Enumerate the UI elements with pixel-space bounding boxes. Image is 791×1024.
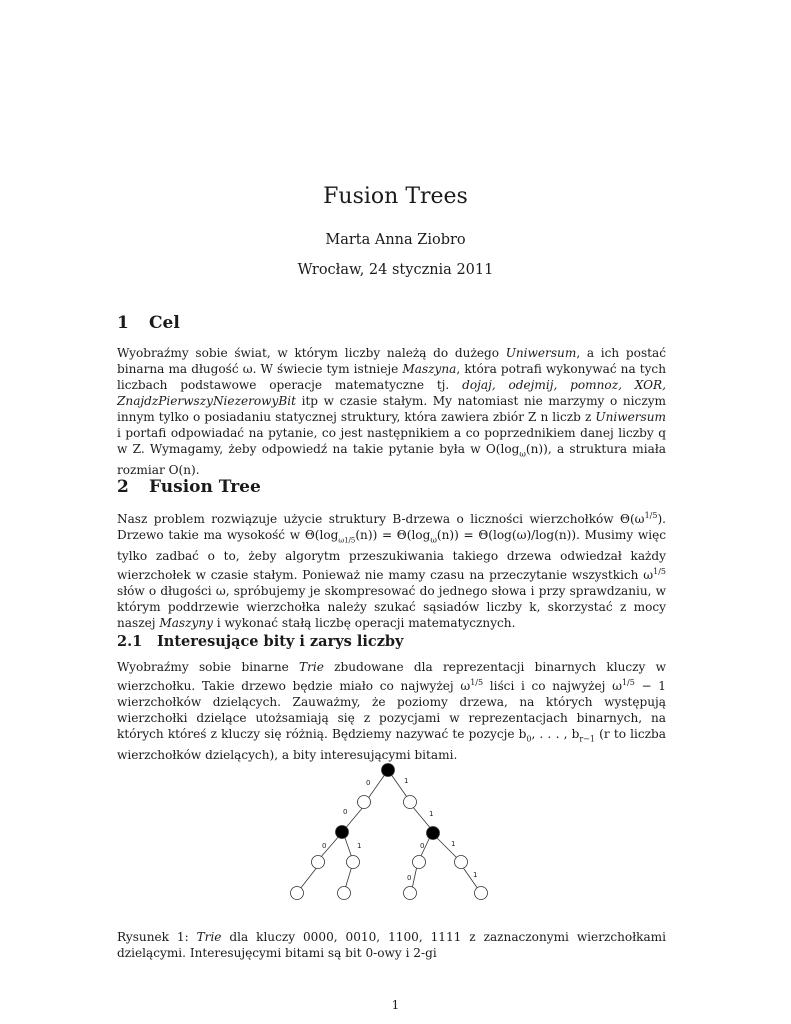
- leaf-node: [475, 887, 488, 900]
- section-2-paragraph: Nasz problem rozwiązuje użycie struktury B-drzewa o liczności wierzchołków $\Theta(\omega^{1/5})$. Drzewo takie ma wysokość w $\Theta(\log_{\omega 1/5}(n)) = \Theta(\log_\omega(n)) = \Theta(\log(\omega)/\log(n))$. Musimy więc tylko zadbać o to, żeby algorytm przeszukiwania takiego drzewa odwiedzał każdy wierzchołek w czasie stałym. Ponieważ nie mamy czasu na przeczytanie wszystkich $\omega^{1/5}$ słów o długości ω, spróbujemy je skompresować do jednego słowa i przy sprawdzaniu, w którym poddrzewie wierzchołka należy szukać sąsiadów liczby k, skorzystać z mocy naszej Maszyny i wykonać stałą liczbę operacji matematycznych.: [117, 511, 666, 631]
- trie-node: [312, 856, 325, 869]
- trie-node: [413, 856, 426, 869]
- edge-label: 1: [357, 842, 362, 850]
- edge-label: 0: [407, 874, 412, 882]
- edge-label: 1: [451, 840, 456, 848]
- edge: [344, 835, 352, 858]
- date-line: Wrocław, 24 stycznia 2011: [297, 262, 494, 278]
- trie-node: [347, 856, 360, 869]
- trie-diagram: [280, 758, 510, 908]
- edge-label: 0: [343, 808, 348, 816]
- trie-node: [404, 796, 417, 809]
- splitting-node-root: [382, 764, 395, 777]
- section-number: 2: [117, 477, 129, 497]
- edge-label: 0: [322, 842, 327, 850]
- edge: [412, 866, 417, 889]
- edge: [300, 866, 318, 889]
- trie-node: [358, 796, 371, 809]
- section-title: Fusion Tree: [149, 477, 261, 497]
- subsection-title: Interesujące bity i zarys liczby: [157, 633, 404, 650]
- subsection-2-1-heading: [117, 633, 404, 650]
- edge-label: 1: [429, 810, 434, 818]
- leaf-node: [291, 887, 304, 900]
- edge-label: 0: [420, 842, 425, 850]
- edge-label: 1: [404, 777, 409, 785]
- leaf-node: [338, 887, 351, 900]
- section-2-heading: [117, 477, 261, 497]
- paper-title: Fusion Trees: [323, 184, 468, 209]
- author-name: Marta Anna Ziobro: [325, 232, 466, 248]
- splitting-node-left: [336, 826, 349, 839]
- edge: [345, 866, 352, 889]
- section-title: Cel: [149, 313, 180, 333]
- edge-label: 1: [473, 871, 478, 879]
- edge-label: 0: [366, 779, 371, 787]
- subsection-2-1-paragraph: Wyobraźmy sobie binarne Trie zbudowane dla reprezentacji binarnych kluczy w wierzchołku. Takie drzewo będzie miało co najwyżej $\omega^{1/5}$ liści i co najwyżej $\omega^{1/5} - 1$ wierzchołków dzielących. Zauważmy, że poziomy drzewa, na których występują wierzchołki dzielące utożsamiają się z pozycjami w reprezentacjach binarnych, na których któreś z kluczy się różnią. Będziemy nazywać te pozycje $b_0$, . . . , $b_{r-1}$ (r to liczba wierzchołków dzielących), a bity interesującymi bitami.: [117, 660, 666, 763]
- section-1-paragraph: Wyobraźmy sobie świat, w którym liczby należą do dużego Uniwersum, a ich postać binarna ma długość ω. W świecie tym istnieje Maszyna, która potrafi wykonywać na tych liczbach podstawowe operacje matematyczne tj. dojaj, odejmij, pomnoz, XOR, ZnajdzPierwszyNiezerowyBit itp w czasie stałym. My natomiast nie marzymy o niczym innym tylko o posiadaniu statycznej struktury, która zawiera zbiór Z n liczb z Uniwersum i portafi odpowiadać na pytanie, co jest następnikiem a co poprzednikiem danej liczby q w Z. Wymagamy, żeby odpowiedź na takie pytanie była w $O(\log_\omega(n))$, a struktura miała rozmiar O(n).: [117, 346, 666, 478]
- trie-node: [455, 856, 468, 869]
- section-number: 1: [117, 313, 129, 333]
- figure-caption: Rysunek 1: Trie dla kluczy 0000, 0010, 1100, 1111 z zaznaczonymi wierzchołkami dzielącymi. Interesujęcymi bitami są bit 0-owy i 2-gi: [117, 930, 666, 960]
- subsection-number: 2.1: [117, 633, 143, 650]
- leaf-node: [404, 887, 417, 900]
- splitting-node-right: [427, 827, 440, 840]
- section-1-heading: [117, 313, 180, 333]
- page-number: 1: [391, 998, 400, 1012]
